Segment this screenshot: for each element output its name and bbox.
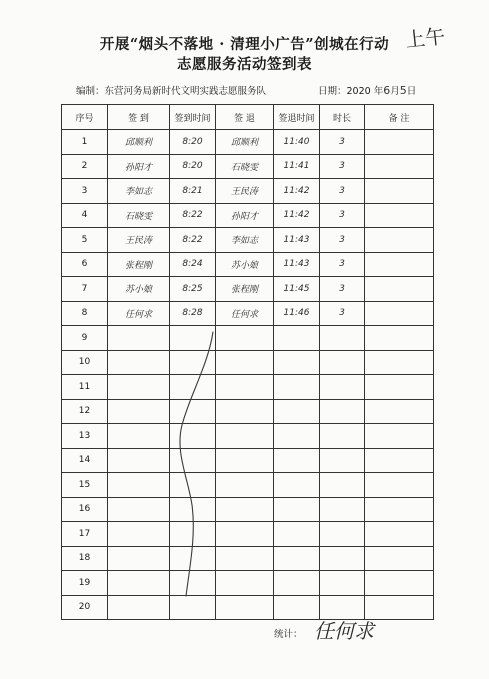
cell-no: 19 [62,571,108,596]
cell-sign-out-signature [216,350,274,375]
cell-sign-in-signature [108,546,170,571]
cell-sign-out-signature: 孙阳才 [216,203,274,228]
cell-sign-in-signature: 苏小娘 [108,277,170,302]
cell-duration: 3 [320,203,365,228]
cell-duration [320,497,365,522]
cell-sign-out-time: 11:42 [274,203,320,228]
cell-sign-out-signature [216,571,274,596]
cell-note [365,473,434,498]
cell-sign-out-signature [216,546,274,571]
cell-no: 20 [62,595,108,620]
cell-note [365,277,434,302]
cell-duration [320,375,365,400]
table-row [62,130,434,155]
cell-sign-in-time [170,448,216,473]
table-row [62,301,434,326]
cell-sign-in-signature: 任何求 [108,301,170,326]
cell-duration [320,326,365,351]
cell-sign-out-signature [216,473,274,498]
header-sign-out: 签 退 [216,105,274,130]
cell-note [365,252,434,277]
cell-sign-out-time: 11:43 [274,228,320,253]
cell-sign-out-time [274,497,320,522]
cell-sign-out-signature: 石晓雯 [216,154,274,179]
cell-duration: 3 [320,179,365,204]
cell-note [365,326,434,351]
cell-sign-in-time [170,375,216,400]
cell-sign-in-signature: 邱顺利 [108,130,170,155]
header-sign-in: 签 到 [108,105,170,130]
cell-sign-in-signature [108,571,170,596]
cell-sign-out-time: 11:42 [274,179,320,204]
cell-sign-out-signature [216,424,274,449]
cell-no: 6 [62,252,108,277]
stat-label: 统计： [274,629,303,640]
title-line-2: 志愿服务活动签到表 [177,56,312,73]
date-year: 2020 [346,86,371,97]
cell-sign-in-signature [108,375,170,400]
table-header-row [62,105,434,130]
cell-sign-in-time [170,497,216,522]
cell-no: 12 [62,399,108,424]
date-year-unit: 年 [373,86,384,97]
table-row [62,473,434,498]
cell-note [365,399,434,424]
cell-sign-in-time [170,522,216,547]
cell-no: 16 [62,497,108,522]
cell-sign-out-signature: 王民涛 [216,179,274,204]
cell-note [365,375,434,400]
cell-note [365,571,434,596]
cell-sign-in-time: 8:24 [170,252,216,277]
header-no: 序号 [62,105,108,130]
cell-sign-out-time: 11:45 [274,277,320,302]
cell-sign-out-time [274,350,320,375]
cell-sign-out-time [274,473,320,498]
cell-duration: 3 [320,301,365,326]
cell-sign-in-time: 8:21 [170,179,216,204]
cell-duration [320,424,365,449]
cell-no: 2 [62,154,108,179]
cell-sign-in-signature [108,595,170,620]
table-row [62,228,434,253]
cell-sign-in-signature [108,497,170,522]
cell-no: 15 [62,473,108,498]
cell-sign-in-time [170,473,216,498]
cell-note [365,522,434,547]
table-row [62,277,434,302]
cell-no: 17 [62,522,108,547]
cell-no: 7 [62,277,108,302]
table-row [62,350,434,375]
cell-sign-in-time [170,326,216,351]
table-row [62,399,434,424]
cell-no: 18 [62,546,108,571]
table-row [62,326,434,351]
cell-sign-out-signature: 苏小娘 [216,252,274,277]
cell-note [365,350,434,375]
cell-sign-out-time [274,546,320,571]
cell-sign-out-signature [216,375,274,400]
cell-duration [320,448,365,473]
date-line [318,83,416,97]
date-month-unit: 月 [390,86,400,97]
cell-sign-out-time: 11:46 [274,301,320,326]
cell-no: 5 [62,228,108,253]
header-sign-in-time: 签到时间 [170,105,216,130]
cell-note [365,203,434,228]
cell-sign-in-time [170,424,216,449]
cell-sign-in-time: 8:22 [170,228,216,253]
cell-duration: 3 [320,130,365,155]
title-line-1: 开展“烟头不落地 · 清理小广告”创城在行动 [99,36,390,53]
cell-duration [320,571,365,596]
table-row [62,522,434,547]
cell-sign-out-time [274,424,320,449]
cell-sign-out-signature: 李如志 [216,228,274,253]
cell-sign-in-time: 8:28 [170,301,216,326]
cell-no: 11 [62,375,108,400]
cell-sign-out-time [274,448,320,473]
cell-duration [320,399,365,424]
cell-sign-out-signature [216,399,274,424]
organizer-label: 编制： [76,86,105,97]
cell-sign-out-time [274,571,320,596]
cell-sign-in-signature [108,448,170,473]
table-row [62,375,434,400]
cell-duration [320,473,365,498]
cell-sign-out-signature: 邱顺利 [216,130,274,155]
cell-sign-out-signature [216,448,274,473]
cell-sign-in-time [170,595,216,620]
header-sign-out-time: 签退时间 [274,105,320,130]
table-row [62,448,434,473]
table-row [62,546,434,571]
table-row [62,252,434,277]
cell-sign-out-time: 11:40 [274,130,320,155]
cell-no: 1 [62,130,108,155]
cell-sign-in-signature: 张程刚 [108,252,170,277]
cell-no: 4 [62,203,108,228]
cell-sign-in-time: 8:20 [170,130,216,155]
cell-sign-in-time [170,571,216,596]
session-mark: 上午 [404,23,447,53]
organizer-name: 东营河务局新时代文明实践志愿服务队 [104,86,267,97]
cell-no: 13 [62,424,108,449]
cell-sign-out-time [274,375,320,400]
cell-sign-out-time [274,595,320,620]
cell-sign-out-signature: 张程刚 [216,277,274,302]
table-row [62,424,434,449]
organizer-line [76,83,266,97]
cell-duration [320,350,365,375]
table-row [62,154,434,179]
stat-signature: 任何求 [314,619,374,643]
cell-note [365,546,434,571]
cell-duration: 3 [320,154,365,179]
cell-duration [320,522,365,547]
cell-sign-in-signature [108,424,170,449]
cell-sign-in-signature: 孙阳才 [108,154,170,179]
cell-note [365,497,434,522]
cell-sign-in-time [170,399,216,424]
cell-sign-out-time [274,399,320,424]
cell-no: 8 [62,301,108,326]
cell-sign-out-signature [216,497,274,522]
sign-in-table [61,104,434,620]
date-month: 6 [383,84,391,97]
date-label: 日期： [318,86,347,97]
table-row [62,179,434,204]
cell-sign-out-time [274,522,320,547]
cell-sign-out-time: 11:43 [274,252,320,277]
cell-no: 10 [62,350,108,375]
cell-note [365,424,434,449]
cell-sign-in-signature [108,399,170,424]
cell-no: 14 [62,448,108,473]
cell-note [365,228,434,253]
cell-sign-in-signature: 石晓雯 [108,203,170,228]
date-day: 5 [399,84,407,97]
table-row [62,595,434,620]
cell-duration [320,546,365,571]
cell-sign-out-signature [216,326,274,351]
cell-sign-in-time [170,350,216,375]
cell-sign-out-signature [216,595,274,620]
header-duration: 时长 [320,105,365,130]
cell-sign-in-signature [108,522,170,547]
cell-note [365,179,434,204]
cell-sign-in-time: 8:25 [170,277,216,302]
cell-duration: 3 [320,228,365,253]
cell-no: 9 [62,326,108,351]
cell-sign-out-signature [216,522,274,547]
cell-sign-in-time [170,546,216,571]
cell-duration: 3 [320,252,365,277]
cell-note [365,154,434,179]
cell-sign-in-signature: 李如志 [108,179,170,204]
cell-sign-in-signature [108,350,170,375]
cell-note [365,301,434,326]
cell-no: 3 [62,179,108,204]
date-day-unit: 日 [406,86,417,97]
cell-sign-out-signature: 任何求 [216,301,274,326]
cell-sign-in-time: 8:22 [170,203,216,228]
cell-sign-in-time: 8:20 [170,154,216,179]
table-row [62,571,434,596]
cell-sign-out-time [274,326,320,351]
cell-sign-in-signature: 王民涛 [108,228,170,253]
table-row [62,203,434,228]
cell-note [365,130,434,155]
cell-note [365,448,434,473]
table-row [62,497,434,522]
cell-sign-out-time: 11:41 [274,154,320,179]
cell-note [365,595,434,620]
cell-sign-in-signature [108,473,170,498]
cell-sign-in-signature [108,326,170,351]
cell-duration: 3 [320,277,365,302]
header-note: 备 注 [365,105,434,130]
